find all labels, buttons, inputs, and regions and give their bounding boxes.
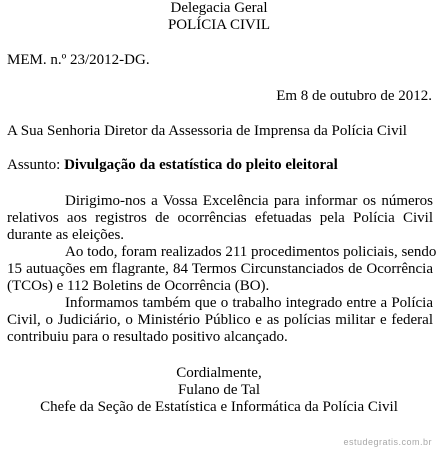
body-p2-line1: Ao todo, foram realizados 211 procedimentos policiais, sendo bbox=[65, 244, 437, 260]
header-department: POLÍCIA CIVIL bbox=[167, 17, 271, 33]
body-p3-line2: Civil, o Judiciário, o Ministério Público e as polícias militar e federal bbox=[7, 312, 433, 328]
body-p1-line1: Dirigimo-nos a Vossa Excelência para informar os números bbox=[65, 193, 433, 209]
memo-recipient: A Sua Senhoria Diretor da Assessoria de Imprensa da Polícia Civil bbox=[7, 123, 407, 139]
closing-salutation: Cordialmente, bbox=[176, 365, 262, 381]
header-agency: Delegacia Geral bbox=[170, 0, 268, 16]
body-p2-line2: 15 autuações em flagrante, 84 Termos Circunstanciados de Ocorrência bbox=[7, 261, 433, 277]
watermark: estudegratis.com.br bbox=[343, 437, 432, 447]
closing-name: Fulano de Tal bbox=[178, 382, 260, 398]
subject-text: Divulgação da estatística do pleito eleitoral bbox=[64, 157, 338, 173]
body-p3-line1: Informamos também que o trabalho integrado entre a Polícia bbox=[65, 295, 433, 311]
memo-subject bbox=[7, 157, 338, 174]
body-p2-line3: (TCOs) e 112 Boletins de Ocorrência (BO). bbox=[7, 278, 270, 294]
body-p1-line3: durante as eleições. bbox=[7, 227, 125, 243]
memo-number: MEM. n.º 23/2012-DG. bbox=[7, 52, 150, 68]
subject-label: Assunto: bbox=[7, 157, 61, 173]
memo-date: Em 8 de outubro de 2012. bbox=[276, 88, 432, 104]
body-p1-line2: relativos aos registros de ocorrências efetuadas pela Polícia Civil bbox=[7, 210, 433, 226]
closing-title: Chefe da Seção de Estatística e Informática da Polícia Civil bbox=[40, 399, 398, 415]
body-p3-line3: contribuiu para o resultado positivo alcançado. bbox=[7, 329, 288, 345]
